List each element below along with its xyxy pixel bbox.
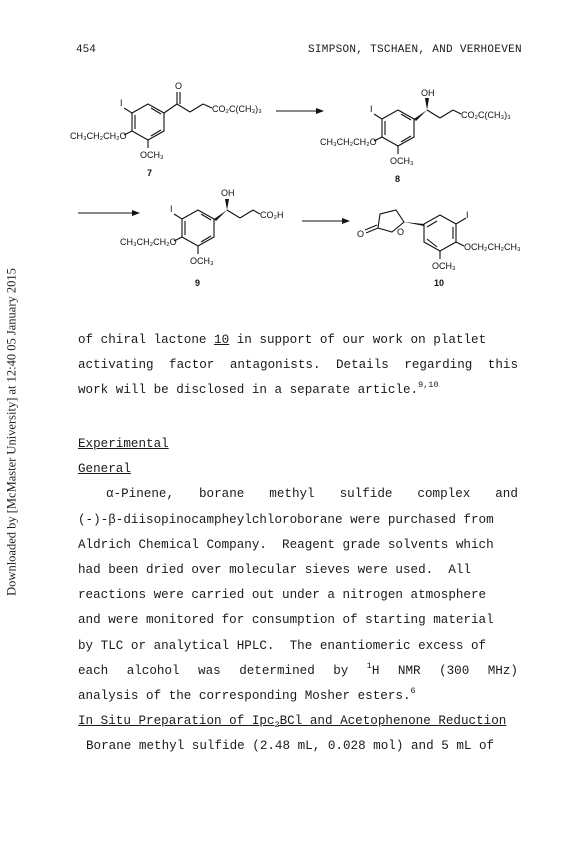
general-line-3: Aldrich Chemical Company. Reagent grade solvents which (78, 537, 494, 552)
compound-10-ring (424, 215, 456, 251)
compound-7-ketone-o: O (175, 81, 183, 91)
compound-10-iodo: I (466, 210, 469, 220)
compound-8-ester: CO₂C(CH₃)₃ (461, 110, 511, 120)
compound-number-10: 10 (434, 278, 445, 288)
intro-line-2: activating factor antagonists. Details regarding this (78, 358, 518, 373)
compound-10-ring-oxygen: O (397, 227, 405, 237)
experimental-section (78, 432, 518, 760)
compound-number-9: 9 (195, 278, 201, 288)
intro-line-3: work will be disclosed in a separate article.$^{9,10}$ (78, 380, 439, 398)
general-line-8: each alcohol was determined by $^1$H NMR (300 MHz) (78, 660, 518, 678)
compound-10-carbonyl-oxygen: O (357, 229, 365, 239)
compound-8-ring (382, 110, 414, 146)
compound-9-ring (182, 210, 214, 246)
citation-6: 6 (410, 686, 416, 697)
compound-10-methoxy: OCH₃ (432, 261, 456, 271)
compound-7-methoxy: OCH₃ (140, 150, 164, 160)
compound-9-methoxy: OCH₃ (190, 256, 214, 266)
general-line-9: analysis of the corresponding Mosher esters.$^6$ (78, 686, 416, 704)
arrowhead-2 (132, 210, 140, 216)
running-header-authors: SIMPSON, TSCHAEN, AND VERHOEVEN (308, 44, 522, 56)
subsection-heading-in-situ: In Situ Preparation of Ipc$_2$BCl and Acetophenone Reduction (78, 714, 507, 731)
page-number: 454 (76, 44, 96, 56)
compound-7-ester: CO₂C(CH₃)₃ (212, 104, 262, 114)
arrowhead-3 (342, 218, 350, 224)
compound-9-acid: CO₂H (260, 210, 284, 220)
general-line-2: (-)-β-diisopinocampheylchloroborane were purchased from (78, 512, 494, 527)
compound-8-hydroxyl: OH (421, 88, 435, 98)
section-heading-experimental: Experimental (78, 437, 169, 451)
general-line-5: reactions were carried out under a nitrogen atmosphere (78, 588, 487, 603)
compound-7-iodo: I (120, 98, 123, 108)
compound-7-propoxy: CH₃CH₂CH₂O (70, 131, 127, 141)
compound-8-propoxy: CH₃CH₂CH₂O (320, 137, 377, 147)
subsection-heading-general: General (78, 462, 131, 477)
procedure-line-1: Borane methyl sulfide (2.48 mL, 0.028 mol) and 5 mL of (86, 739, 495, 754)
compound-number-7: 7 (147, 168, 153, 178)
compound-9-iodo: I (170, 204, 173, 214)
intro-paragraph (78, 328, 518, 404)
compound-10-propoxy: OCH₂CH₂CH₃ (464, 242, 521, 252)
compound-reference-10: 10 (214, 333, 230, 347)
reaction-scheme (40, 72, 560, 302)
download-watermark-text: Downloaded by [McMaster University] at 12:40 05 January 2015 (4, 268, 19, 596)
compound-8-methoxy: OCH₃ (390, 156, 414, 166)
general-line-6: and were monitored for consumption of starting material (78, 613, 494, 628)
compound-8-iodo: I (370, 104, 373, 114)
compound-9-hydroxyl: OH (221, 188, 235, 198)
general-line-4: had been dried over molecular sieves were used. All (78, 563, 471, 578)
general-line-1: α-Pinene, borane methyl sulfide complex and (106, 487, 518, 502)
download-watermark (0, 0, 24, 864)
intro-line-1: of chiral lactone 10 in support of our work on platlet (78, 333, 487, 347)
compound-9-propoxy: CH₃CH₂CH₂O (120, 237, 177, 247)
compound-number-8: 8 (395, 174, 401, 184)
compound-7-ring (132, 104, 164, 140)
general-line-7: by TLC or analytical HPLC. The enantiomeric excess of (78, 638, 487, 653)
arrowhead-1 (316, 108, 324, 114)
reaction-scheme-svg (40, 72, 560, 302)
citation-9-10: 9,10 (418, 380, 439, 391)
